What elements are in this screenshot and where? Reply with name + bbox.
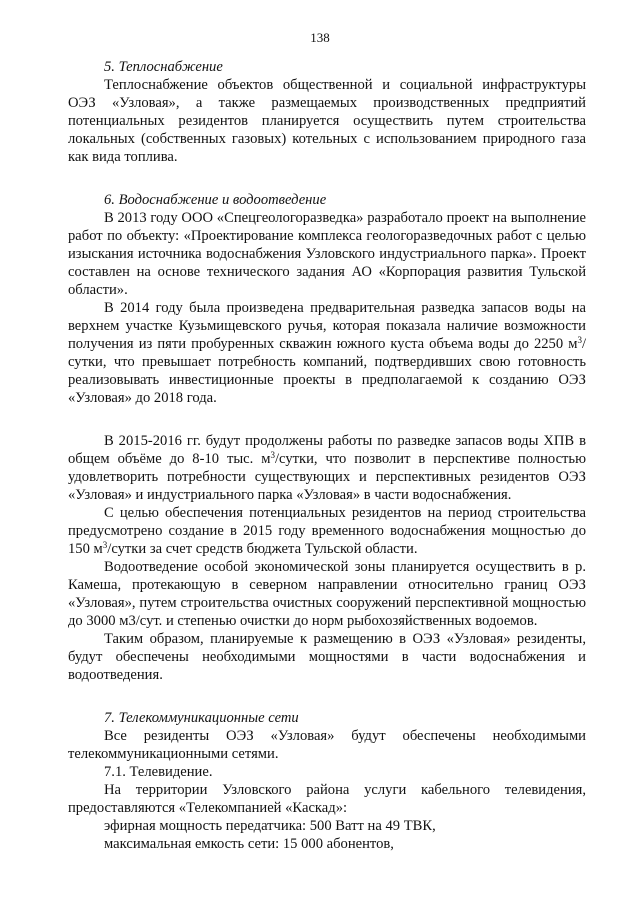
paragraph-heat: Теплоснабжение объектов общественной и социальной инфраструктуры ОЭЗ «Узловая», а также размещаемых производственных предприятий потенциальных резидентов планируется осуществить путем строительства локальных (собственных газовых) котельных с использованием природного газа как вида топлива. <box>68 77 586 165</box>
paragraph-tv-provider: На территории Узловского района услуги кабельного телевидения, предоставляются «Телекомпанией «Каскад»: <box>68 782 586 816</box>
section-heading-telecom: 7. Телекоммуникационные сети <box>104 710 299 726</box>
paragraph-water-summary: Таким образом, планируемые к размещению в ОЭЗ «Узловая» резиденты, будут обеспечены необходимыми мощностями в части водоснабжения и водоотведения. <box>68 631 586 683</box>
paragraph-water-temporary: С целью обеспечения потенциальных резидентов на период строительства предусмотрено создание в 2015 году временного водоснабжения мощностью до 150 $м^3$/сутки за счет средств бюджета Тульской области. <box>68 505 586 557</box>
paragraph-telecom: Все резиденты ОЭЗ «Узловая» будут обеспечены необходимыми телекоммуникационными сетями. <box>68 728 586 762</box>
document-body <box>68 58 586 853</box>
section-heading-water: 6. Водоснабжение и водоотведение <box>104 192 327 208</box>
paragraph-water-2015: В 2015-2016 гг. будут продолжены работы по разведке запасов воды ХПВ в общем объёме до 8-10 тыс. $м^3$/сутки, что позволит в перспективе полностью удовлетворить потребности существующих и перспективных резидентов ОЭЗ «Узловая» и индустриального парка «Узловая» в части водоснабжения. <box>68 433 586 503</box>
paragraph-water-drainage: Водоотведение особой экономической зоны планируется осуществить в р. Камеша, протекающую в северном направлении относительно границ ОЭЗ «Узловая», путем строительства очистных сооружений перспективной мощностью до 3000 м3/сут. и степенью очистки до норм рыбохозяйственных водоемов. <box>68 559 586 629</box>
list-item-capacity: максимальная емкость сети: 15 000 абонентов, <box>104 836 394 852</box>
paragraph-water-2014: В 2014 году была произведена предварительная разведка запасов воды на верхнем участке Кузьмищевского ручья, которая показала наличие возможности получения из пяти пробуренных скважин южного куста объема воды до 2250 $м^3$/сутки, что превышает потребность компаний, подтвердивших свою готовность реализовывать инвестиционные проекты в предполагаемой к созданию ОЭЗ «Узловая» до 2018 года. <box>68 300 586 406</box>
paragraph-water-project: В 2013 году ООО «Спецгеологоразведка» разработало проект на выполнение работ по объекту: «Проектирование комплекса геологоразведочных работ с целью изыскания источника водоснабжения Узловского индустриального парка». Проект составлен на основе технического задания АО «Корпорация развития Тульской области». <box>68 210 586 298</box>
subsection-heading-tv: 7.1. Телевидение. <box>104 764 213 780</box>
list-item-transmitter: эфирная мощность передатчика: 500 Ватт на 49 ТВК, <box>104 818 436 834</box>
section-heading-heat: 5. Теплоснабжение <box>104 59 223 75</box>
page-number: 138 <box>310 30 330 45</box>
